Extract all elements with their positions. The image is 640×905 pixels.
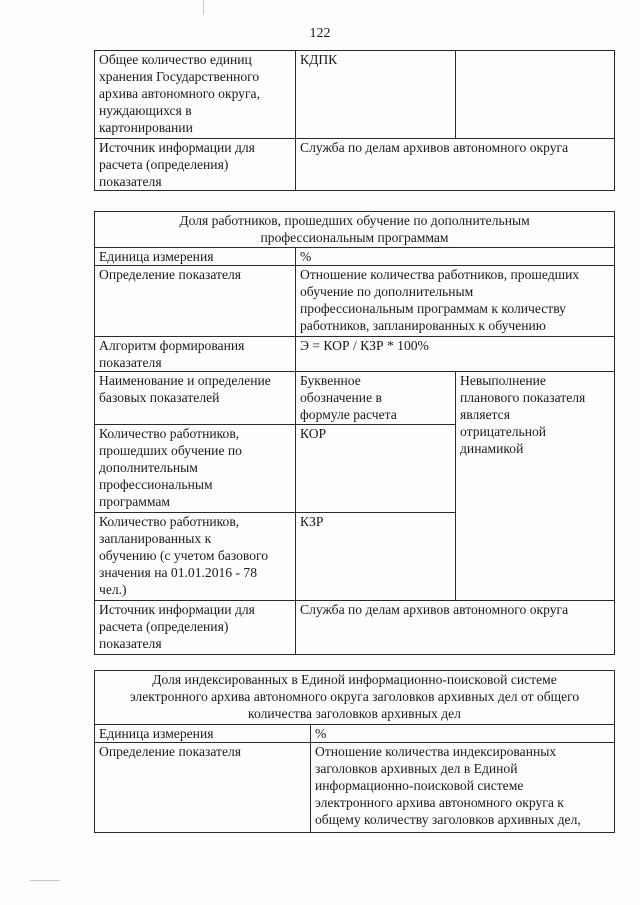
text-line: хранения Государственного (99, 69, 260, 84)
kdpk-label (95, 51, 296, 139)
text-line: чел.) (99, 582, 127, 597)
indicator-title (95, 671, 615, 725)
text-line: профессиональным программам (260, 230, 449, 245)
text-line: отрицательной (460, 424, 547, 439)
text-line: Количество работников, (99, 426, 240, 441)
definition-label: Определение показателя (95, 743, 311, 833)
source-label (95, 139, 296, 191)
text-line: показателя (99, 174, 162, 189)
text-line: профессиональным программам к количеству (300, 301, 566, 316)
text-line: формуле расчета (300, 407, 397, 422)
kzr-symbol: КЗР (296, 513, 456, 601)
text-line: Источник информации для (99, 602, 255, 617)
base-indicators-label (95, 372, 296, 425)
kor-symbol: КОР (296, 425, 456, 513)
text-line: базовых показателей (99, 390, 220, 405)
algorithm-label (95, 337, 296, 372)
kzr-label (95, 513, 296, 601)
definition-value (311, 743, 615, 833)
text-line: Алгоритм формирования (99, 338, 245, 353)
text-line: картонировании (99, 120, 193, 135)
text-line: обучение по дополнительным (300, 284, 474, 299)
source-value: Служба по делам архивов автономного округа (296, 601, 615, 655)
definition-value (296, 266, 615, 337)
text-line: Буквенное (300, 373, 361, 388)
indicator-title (95, 212, 615, 248)
text-line: заголовков архивных дел в Единой (315, 761, 518, 776)
source-label (95, 601, 296, 655)
text-line: профессиональным (99, 477, 213, 492)
table-indexed-share (94, 670, 615, 833)
text-line: обучению (с учетом базового (99, 548, 269, 563)
text-line: расчета (определения) (99, 619, 229, 634)
text-line: программам (99, 494, 171, 509)
text-line: архива автономного округа, (99, 86, 260, 101)
unit-label: Единица измерения (95, 248, 296, 266)
scan-mark (30, 880, 60, 881)
text-line: электронного архива автономного округа заголовков архивных дел от общего (129, 689, 580, 704)
text-line: обозначение в (300, 390, 382, 405)
text-line: работников, запланированных к обучению (300, 318, 546, 333)
text-line: Доля работников, прошедших обучение по дополнительным (179, 213, 530, 228)
kdpk-empty-cell (456, 51, 615, 139)
text-line: дополнительным (99, 460, 198, 475)
text-line: информационно-поисковой системе (315, 778, 524, 793)
text-line: электронного архива автономного округа к (315, 795, 564, 810)
definition-label: Определение показателя (95, 266, 296, 337)
text-line: Источник информации для (99, 140, 255, 155)
text-line: Наименование и определение (99, 373, 271, 388)
letter-designation-label (296, 372, 456, 425)
kor-label (95, 425, 296, 513)
text-line: планового показателя (460, 390, 586, 405)
text-line: нуждающихся в (99, 103, 192, 118)
text-line: показателя (99, 636, 162, 651)
unit-value: % (311, 725, 615, 743)
text-line: количества заголовков архивных дел (248, 706, 461, 721)
text-line: динамикой (460, 441, 524, 456)
source-value: Служба по делам архивов автономного округа (296, 139, 615, 191)
scan-mark (203, 0, 204, 14)
text-line: показателя (99, 355, 162, 370)
text-line: является (460, 407, 510, 422)
kdpk-symbol: КДПК (296, 51, 456, 139)
unit-value: % (296, 248, 615, 266)
text-line: Общее количество единиц (99, 52, 252, 67)
negative-dynamics-note (456, 372, 615, 601)
unit-label: Единица измерения (95, 725, 311, 743)
text-line: Невыполнение (460, 373, 546, 388)
table-kdpk (94, 50, 615, 191)
text-line: расчета (определения) (99, 157, 229, 172)
page-number: 122 (309, 26, 331, 41)
text-line: Количество работников, (99, 514, 240, 529)
text-line: Отношение количества работников, прошедших (300, 267, 580, 282)
text-line: значения на 01.01.2016 - 78 (99, 565, 258, 580)
algorithm-formula: Э = КОР / КЗР * 100% (296, 337, 615, 372)
text-line: Отношение количества индексированных (315, 744, 557, 759)
table-training-share (94, 211, 615, 655)
text-line: общему количеству заголовков архивных дел, (315, 812, 581, 827)
text-line: запланированных к (99, 531, 212, 546)
text-line: Доля индексированных в Единой информационно-поисковой системе (152, 672, 557, 687)
text-line: прошедших обучение по (99, 443, 242, 458)
